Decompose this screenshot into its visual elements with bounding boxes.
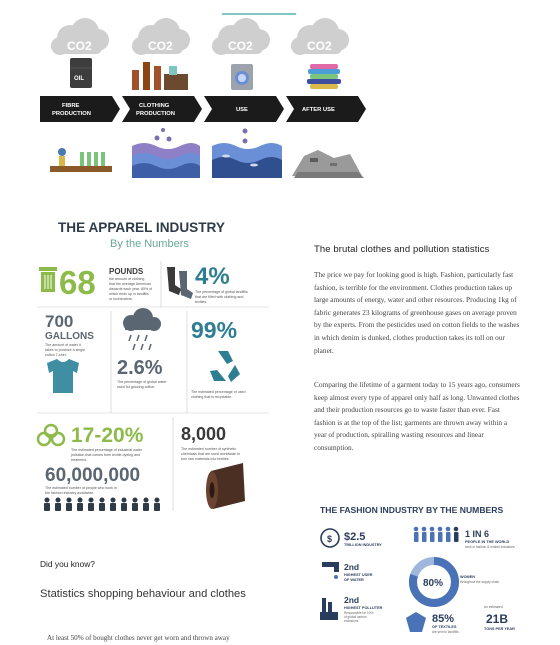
- factory-icon: [320, 598, 338, 620]
- co2-cloud-icon: [291, 18, 349, 55]
- svg-text:The estimated number of synthe: The estimated number of synthetic: [181, 447, 237, 451]
- svg-text:AFTER USE: AFTER USE: [302, 107, 335, 113]
- stat-8000: 8,000: [181, 424, 227, 444]
- article-paragraph: The price we pay for looking good is high. Fashion, particularly fast fashion, is terrible for the environment. Clothes production takes up large amounts of energy, water and other resources. Producing 1kg of fabric generates 23 kilograms of greenhouse gases on average proven by the experts. From the pesticides used on cotton fields to the washes in which denim is dunked, clothes production takes its toll on our planet.: [314, 270, 520, 355]
- co2-cloud-icon: [212, 18, 270, 55]
- svg-text:An estimated: An estimated: [484, 605, 503, 609]
- water-droplet-icon: [155, 128, 248, 144]
- apparel-title: THE APPAREL INDUSTRY: [58, 220, 225, 235]
- top-accent-line: [222, 13, 296, 15]
- svg-text:PRODUCTION: PRODUCTION: [52, 111, 91, 117]
- article-paragraph: Comparing the lifetime of a garment today to 15 years ago, consumers keep almost every type of apparel only half as long. Unwanted clothes and their production resources go to waste faster than ever. Fast fashion is at the top of the list; garments are thrown away within a year of production, spiralling wasting resources and linear consumption.: [314, 380, 520, 452]
- svg-text:80%: 80%: [423, 578, 444, 589]
- stage-arrow: [40, 96, 120, 122]
- svg-text:takes to produce a single: takes to produce a single: [45, 348, 85, 352]
- svg-text:Responsible for 10%: Responsible for 10%: [344, 611, 374, 615]
- river-water-illustration: [212, 143, 282, 178]
- svg-text:or incinerators.: or incinerators.: [109, 297, 133, 301]
- svg-text:HIGHEST POLLUTER: HIGHEST POLLUTER: [344, 606, 383, 610]
- svg-text:The estimated percentage of us: The estimated percentage of used: [191, 390, 246, 394]
- svg-text:$2.5: $2.5: [344, 531, 366, 543]
- section-paragraph: At least 50% of bought clothes never get worn and thrown away: [47, 634, 230, 642]
- clothing-lifecycle-infographic: [40, 18, 370, 186]
- stage-arrow: [204, 96, 284, 122]
- stat-17-20: 17-20%: [71, 424, 144, 447]
- biohazard-icon: [38, 425, 64, 445]
- polluted-water-illustration: [132, 143, 200, 178]
- fashion-industry-infographic: [314, 500, 524, 640]
- svg-text:that the average American: that the average American: [109, 282, 151, 286]
- article-heading: The brutal clothes and pollution statistics: [314, 244, 490, 255]
- rain-cloud-icon: [123, 308, 161, 350]
- stat-2-6: 2.6%: [117, 357, 163, 379]
- cotton-farm-illustration: [50, 148, 112, 174]
- svg-text:pollution that comes from text: pollution that comes from textile dyeing and: [71, 453, 141, 457]
- co2-label: CO2: [67, 39, 92, 53]
- svg-text:clothing that is recyclable.: clothing that is recyclable.: [191, 395, 233, 399]
- svg-text:85%: 85%: [432, 613, 455, 625]
- svg-text:cotton T-shirt.: cotton T-shirt.: [45, 353, 67, 357]
- co2-cloud-icon: [51, 18, 109, 55]
- svg-text:of global carbon: of global carbon: [344, 615, 367, 619]
- svg-text:that are filled with clothing: that are filled with clothing and: [195, 295, 244, 299]
- svg-text:GALLONS: GALLONS: [45, 331, 94, 342]
- svg-text:throughout the supply chain.: throughout the supply chain.: [460, 580, 501, 584]
- svg-text:The percentage of global landf: The percentage of global landfills: [195, 290, 248, 294]
- co2-cloud-icon: [132, 18, 190, 55]
- clothes-pile-icon: [307, 64, 341, 89]
- svg-text:2nd: 2nd: [344, 562, 360, 572]
- svg-text:the amount of clothing: the amount of clothing: [109, 277, 145, 281]
- svg-text:POUNDS: POUNDS: [109, 267, 144, 276]
- stat-4: 4%: [195, 263, 230, 290]
- factory-icon: [132, 62, 188, 90]
- svg-text:the fashion industry worldwide: the fashion industry worldwide.: [45, 491, 95, 495]
- svg-text:are sent to landfills.: are sent to landfills.: [432, 630, 460, 634]
- apparel-subtitle: By the Numbers: [110, 238, 189, 250]
- did-you-know-label: Did you know?: [40, 559, 95, 569]
- svg-text:emissions.: emissions.: [344, 619, 360, 623]
- co2-label: CO2: [228, 39, 253, 53]
- svg-text:FIBRE: FIBRE: [62, 103, 80, 109]
- svg-text:textiles.: textiles.: [195, 300, 208, 304]
- svg-text:WOMEN: WOMEN: [460, 575, 475, 579]
- stat-700: 700: [45, 312, 74, 331]
- svg-text:OF TEXTILES: OF TEXTILES: [432, 625, 457, 629]
- money-bag-icon: [321, 529, 339, 547]
- svg-text:OF WATER: OF WATER: [344, 578, 364, 582]
- stage-arrow: [122, 96, 202, 122]
- stat-68: 68: [59, 264, 96, 301]
- people-icon-row: [44, 498, 160, 512]
- svg-text:HIGHEST USER: HIGHEST USER: [344, 573, 373, 577]
- washing-machine-icon: [231, 64, 253, 90]
- fashion-title: THE FASHION INDUSTRY BY THE NUMBERS: [320, 505, 504, 515]
- textile-bin-icon: [406, 612, 426, 632]
- svg-text:$: $: [327, 534, 333, 544]
- svg-text:The estimated percentage of in: The estimated percentage of industrial water: [71, 448, 142, 452]
- svg-text:used for growing cotton.: used for growing cotton.: [117, 385, 156, 389]
- recycle-icon: [210, 351, 240, 382]
- svg-text:The amount of water it: The amount of water it: [45, 343, 81, 347]
- trash-can-icon: [39, 267, 57, 292]
- svg-text:USE: USE: [236, 107, 248, 113]
- faucet-icon: [322, 562, 339, 579]
- co2-label: CO2: [148, 39, 173, 53]
- tshirt-icon: [47, 359, 79, 393]
- stat-60m: 60,000,000: [45, 465, 141, 486]
- svg-text:1 IN 6: 1 IN 6: [465, 529, 490, 539]
- svg-text:treatment.: treatment.: [71, 458, 88, 462]
- svg-text:CLOTHING: CLOTHING: [139, 103, 170, 109]
- svg-text:work in fashion & related indu: work in fashion & related industries.: [465, 545, 516, 549]
- svg-text:21B: 21B: [486, 612, 509, 626]
- oil-barrel-icon: [70, 58, 92, 88]
- svg-text:which ends up in landfills: which ends up in landfills: [109, 292, 149, 296]
- svg-text:The estimated number of people: The estimated number of people who work in: [45, 486, 117, 490]
- socks-icon: [167, 267, 193, 299]
- svg-text:OIL: OIL: [74, 76, 84, 82]
- svg-text:PEOPLE IN THE WORLD: PEOPLE IN THE WORLD: [465, 540, 510, 544]
- people-icon-row: [414, 527, 459, 542]
- women-percentage-donut: [413, 561, 455, 603]
- svg-text:PRODUCTION: PRODUCTION: [136, 111, 175, 117]
- svg-text:TRILLION INDUSTRY: TRILLION INDUSTRY: [344, 543, 382, 547]
- svg-text:TONS PER YEAR: TONS PER YEAR: [484, 627, 515, 631]
- svg-text:chemicals that are used worldw: chemicals that are used worldwide to: [181, 452, 240, 456]
- section-heading: Statistics shopping behaviour and clothes: [40, 588, 246, 600]
- svg-text:discards each year. 85% of: discards each year. 85% of: [109, 287, 153, 291]
- stat-99: 99%: [191, 317, 238, 343]
- stage-arrow: [286, 96, 366, 122]
- svg-text:2nd: 2nd: [344, 595, 360, 605]
- landfill-illustration: [292, 150, 364, 178]
- svg-text:The percentage of global water: The percentage of global water: [117, 380, 167, 384]
- svg-text:turn raw materials into textil: turn raw materials into textiles.: [181, 457, 230, 461]
- apparel-industry-infographic: [33, 215, 273, 515]
- co2-label: CO2: [307, 39, 332, 53]
